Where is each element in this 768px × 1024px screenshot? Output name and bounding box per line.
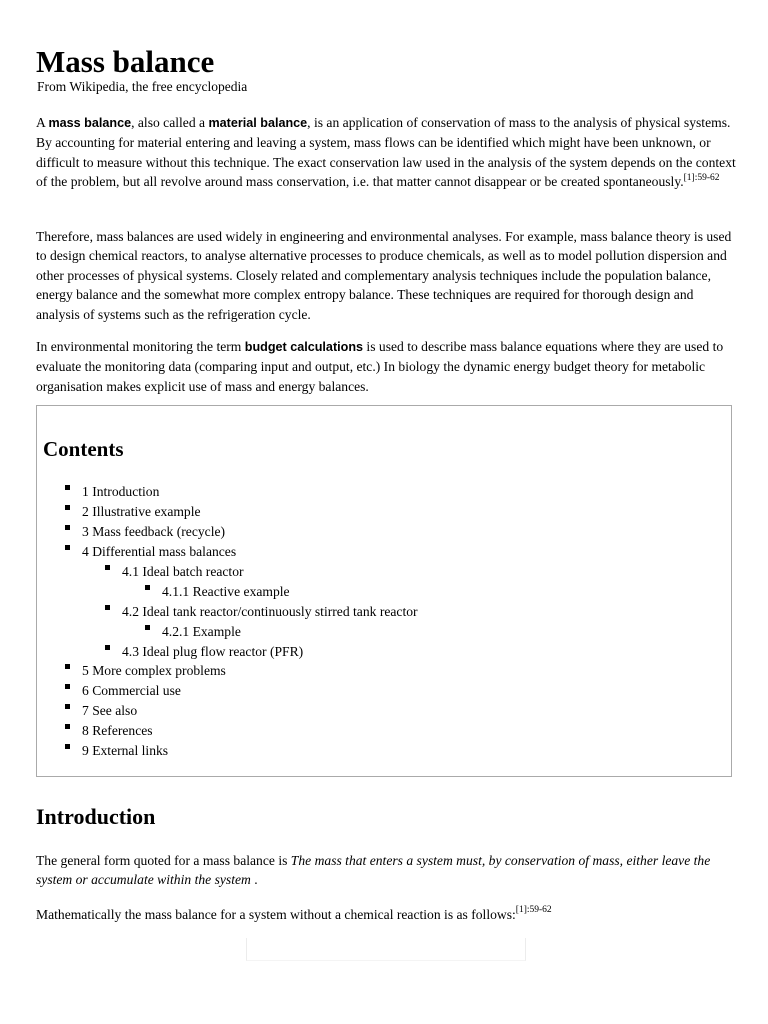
toc-item[interactable]: 3 Mass feedback (recycle) xyxy=(37,522,717,542)
toc-item[interactable]: 5 More complex problems xyxy=(37,661,717,681)
toc-item[interactable]: 4.1.1 Reactive example xyxy=(37,582,717,602)
toc-item[interactable]: 4.1 Ideal batch reactor xyxy=(37,562,717,582)
toc-item[interactable]: 4.2.1 Example xyxy=(37,622,717,642)
table-of-contents xyxy=(36,405,732,777)
page-title: Mass balance xyxy=(36,44,215,79)
toc-item[interactable]: 9 External links xyxy=(37,741,717,761)
toc-item[interactable]: 4.3 Ideal plug flow reactor (PFR) xyxy=(37,642,717,662)
citation-link[interactable]: [1]:59-62 xyxy=(683,172,720,183)
toc-item[interactable]: 4 Differential mass balances xyxy=(37,542,717,562)
section-heading-introduction: Introduction xyxy=(36,804,156,829)
term-budget-calculations: budget calculations xyxy=(244,340,364,354)
intro-paragraph-1: A mass balance, also called a material balance, is an application of conservation of mass to the analysis of physical systems. By accounting for material entering and leaving a system, mass flows can be identified which might have been unknown, or difficult to measure without this technique. The exact conservation law used in the analysis of the system depends on the context of the problem, but all revolve around mass conservation, i.e. that matter cannot disappear or be created spontaneously.$^{[1]:59-62}$ xyxy=(36,115,736,190)
introduction-paragraph-1: The general form quoted for a mass balance is The mass that enters a system must, by conservation of mass, either leave the system or accumulate within the system . xyxy=(36,853,711,888)
toc-item[interactable]: 8 References xyxy=(37,721,717,741)
toc-item[interactable]: 4.2 Ideal tank reactor/continuously stirred tank reactor xyxy=(37,602,717,622)
introduction-paragraph-2: Mathematically the mass balance for a system without a chemical reaction is as follows:$^{[1]:59-62}$ xyxy=(36,905,552,922)
formula-box xyxy=(246,938,526,961)
toc-list xyxy=(37,482,717,761)
toc-item[interactable]: 1 Introduction xyxy=(37,482,717,502)
citation-link[interactable]: [1]:59-62 xyxy=(515,905,552,916)
toc-item[interactable]: 2 Illustrative example xyxy=(37,502,717,522)
toc-title: Contents xyxy=(43,437,124,461)
term-mass-balance: mass balance xyxy=(48,116,132,130)
toc-item[interactable]: 7 See also xyxy=(37,701,717,721)
general-form-quote: The mass that enters a system must, by conservation of mass, either leave the system or accumulate within the system xyxy=(36,853,711,888)
page-tagline: From Wikipedia, the free encyclopedia xyxy=(37,79,248,94)
term-material-balance: material balance xyxy=(208,116,308,130)
toc-item[interactable]: 6 Commercial use xyxy=(37,681,717,701)
intro-paragraph-2: Therefore, mass balances are used widely in engineering and environmental analyses. For example, mass balance theory is used to design chemical reactors, to analyse alternative processes to produce chemicals, as well as to model pollution dispersion and other processes of physical systems. Closely related and complementary analysis techniques include the population balance, energy balance and the somewhat more complex entropy balance. These techniques are required for thorough design and analysis of systems such as the refrigeration cycle. xyxy=(36,229,732,322)
intro-paragraph-3: In environmental monitoring the term budget calculations is used to describe mass balance equations where they are used to evaluate the monitoring data (comparing input and output, etc.) In biology the dynamic energy budget theory for metabolic organisation makes explicit use of mass and energy balances. xyxy=(36,339,724,394)
